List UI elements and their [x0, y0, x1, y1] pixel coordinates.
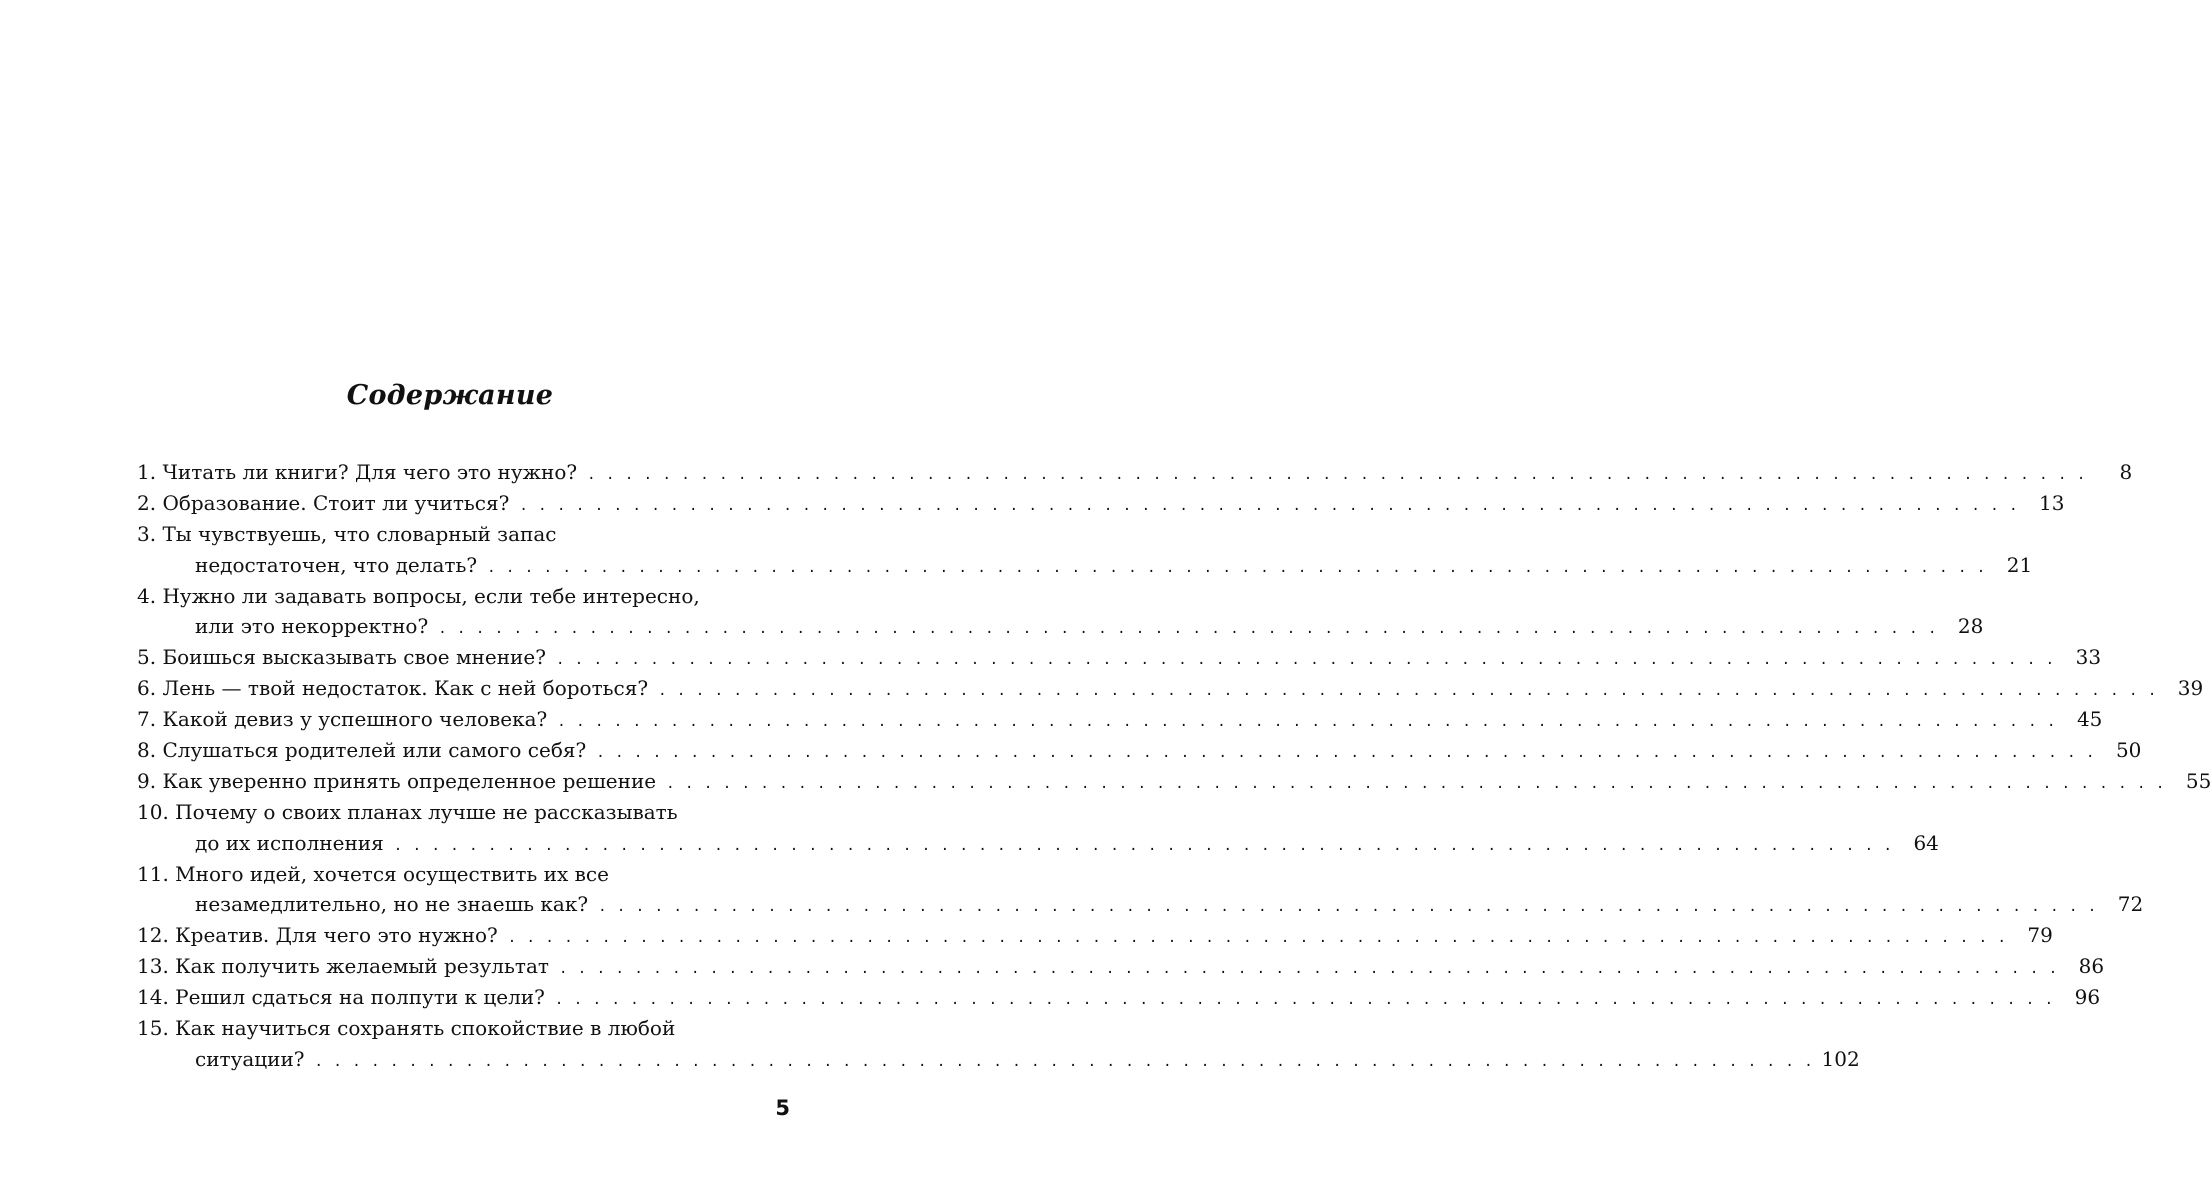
- dot-leader: . . . . . . . . . . . . . . . . . . . . . . . . . . . . . . . . . . . . . . . . . . . . . . . . . . . . . . . . . . . . . . . . . . . . . . . . . . . . . . . .: [596, 745, 2096, 762]
- toc-line: [137, 982, 2101, 1013]
- toc-page-number: 55: [2185, 768, 2211, 793]
- toc-page-number: 8: [2119, 460, 2133, 484]
- toc-entry-title: 9. Как уверенно принять определенное решение: [137, 768, 657, 793]
- toc-entry: [137, 951, 2105, 982]
- dot-leader: . . . . . . . . . . . . . . . . . . . . . . . . . . . . . . . . . . . . . . . . . . . . . . . . . . . . . . . . . . . . . . . . . . . . . . . . . . . . . . . .: [314, 1053, 1814, 1070]
- toc-line: [137, 1044, 1860, 1075]
- toc-line: [137, 797, 788, 828]
- toc-entry: [137, 735, 2142, 766]
- dot-leader: . . . . . . . . . . . . . . . . . . . . . . . . . . . . . . . . . . . . . . . . . . . . . . . . . . . . . . . . . . . . . . . . . . . . . . . . . . . . . . . .: [598, 899, 2098, 916]
- dot-leader: . . . . . . . . . . . . . . . . . . . . . . . . . . . . . . . . . . . . . . . . . . . . . . . . . . . . . . . . . . . . . . . . . . . . . . . . . . . . . . . .: [507, 930, 2007, 947]
- toc-page-number: 45: [2076, 707, 2103, 732]
- toc-line: [137, 704, 2103, 735]
- toc-page-number: 21: [2006, 552, 2033, 577]
- dot-leader: . . . . . . . . . . . . . . . . . . . . . . . . . . . . . . . . . . . . . . . . . . . . . . . . . . . . . . . . . . . . . . . . . . . . . . . . . . . . . . . .: [658, 683, 2158, 700]
- toc-entry: [137, 488, 2065, 519]
- table-of-contents: [137, 457, 2211, 1075]
- toc-entry: [137, 457, 2133, 488]
- toc-entry: [137, 704, 2103, 735]
- toc-entry-title: или это некорректно?: [195, 614, 429, 639]
- toc-entry: [137, 581, 1984, 643]
- toc-line: [137, 457, 2133, 488]
- toc-entry: [137, 642, 2102, 673]
- toc-entry-title: 1. Читать ли книги? Для чего это нужно?: [137, 460, 578, 484]
- toc-line: [137, 488, 2065, 519]
- toc-page-number: 72: [2117, 892, 2144, 917]
- toc-line: [137, 828, 1939, 859]
- dot-leader: . . . . . . . . . . . . . . . . . . . . . . . . . . . . . . . . . . . . . . . . . . . . . . . . . . . . . . . . . . . . . . . . . . . . . . . . . . . . . . . .: [438, 621, 1938, 638]
- toc-entry: [137, 859, 2144, 921]
- page-number: 5: [775, 1096, 790, 1120]
- toc-line: [137, 920, 2053, 951]
- toc-page-number: 28: [1957, 614, 1984, 639]
- toc-line: [137, 766, 2211, 797]
- dot-leader: . . . . . . . . . . . . . . . . . . . . . . . . . . . . . . . . . . . . . . . . . . . . . . . . . . . . . . . . . . . . . . . . . . . . . . . . . . . . . . . .: [555, 652, 2056, 669]
- toc-page-number: 33: [2075, 645, 2102, 670]
- dot-leader: . . . . . . . . . . . . . . . . . . . . . . . . . . . . . . . . . . . . . . . . . . . . . . . . . . . . . . . . . . . . . . . . . . . . . . . . . . . . . . . .: [666, 775, 2166, 792]
- dot-leader: . . . . . . . . . . . . . . . . . . . . . . . . . . . . . . . . . . . . . . . . . . . . . . . . . . . . . . . . . . . . . . . . . . . . . . . . . . . . . . . .: [554, 992, 2055, 1009]
- toc-entry-title: 14. Решил сдаться на полпути к цели?: [137, 985, 545, 1010]
- toc-entry: [137, 766, 2211, 797]
- page-title: Содержание: [346, 380, 554, 411]
- toc-page-number: 50: [2115, 738, 2142, 763]
- toc-page-number: 13: [2039, 490, 2065, 515]
- toc-page-number: 86: [2078, 954, 2105, 979]
- toc-line: [137, 611, 1984, 642]
- dot-leader: . . . . . . . . . . . . . . . . . . . . . . . . . . . . . . . . . . . . . . . . . . . . . . . . . . . . . . . . . . . . . . . . . . . . . . . . . . . . . . . .: [487, 559, 1987, 576]
- toc-entry: [137, 797, 1939, 859]
- toc-line: [137, 581, 788, 612]
- toc-entry-title: 11. Много идей, хочется осуществить их все: [137, 861, 609, 886]
- toc-entry-title: 8. Слушаться родителей или самого себя?: [137, 738, 587, 763]
- toc-entry: [137, 920, 2053, 951]
- toc-line: [137, 550, 2033, 581]
- toc-entry-title: до их исполнения: [195, 830, 384, 855]
- toc-entry-title: незамедлительно, но не знаешь как?: [195, 892, 589, 917]
- dot-leader: . . . . . . . . . . . . . . . . . . . . . . . . . . . . . . . . . . . . . . . . . . . . . . . . . . . . . . . . . . . . . . . . . . . . . . . . . . . . . . . .: [393, 837, 1893, 854]
- toc-entry-title: недостаточен, что делать?: [195, 552, 478, 577]
- toc-line: [137, 519, 788, 550]
- toc-line: [137, 1013, 788, 1044]
- toc-line: [137, 889, 2144, 920]
- toc-line: [137, 859, 788, 890]
- toc-entry-title: 2. Образование. Стоит ли учиться?: [137, 490, 510, 515]
- toc-entry-title: 5. Боишься высказывать свое мнение?: [137, 645, 546, 670]
- toc-entry-title: 3. Ты чувствуешь, что словарный запас: [137, 521, 557, 546]
- toc-entry-title: 7. Какой девиз у успешного человека?: [137, 707, 548, 732]
- toc-entry-title: 13. Как получить желаемый результат: [137, 954, 549, 979]
- toc-entry-title: 6. Лень — твой недостаток. Как с ней бороться?: [137, 676, 649, 701]
- dot-leader: . . . . . . . . . . . . . . . . . . . . . . . . . . . . . . . . . . . . . . . . . . . . . . . . . . . . . . . . . . . . . . . . . . . . . . . . . . . . . . . .: [558, 961, 2059, 978]
- toc-page-number: 96: [2074, 985, 2101, 1010]
- toc-entry-title: 10. Почему о своих планах лучше не рассказывать: [137, 799, 678, 824]
- toc-entry-title: 4. Нужно ли задавать вопросы, если тебе интересно,: [137, 583, 700, 608]
- toc-line: [137, 673, 2204, 704]
- toc-entry: [137, 673, 2204, 704]
- toc-entry: [137, 519, 2033, 581]
- toc-entry-title: 15. Как научиться сохранять спокойствие в любой: [137, 1016, 676, 1041]
- dot-leader: . . . . . . . . . . . . . . . . . . . . . . . . . . . . . . . . . . . . . . . . . . . . . . . . . . . . . . . . . . . . . . . . . . . . . . . . . . . . . . . .: [587, 467, 2087, 483]
- dot-leader: . . . . . . . . . . . . . . . . . . . . . . . . . . . . . . . . . . . . . . . . . . . . . . . . . . . . . . . . . . . . . . . . . . . . . . . . . . . . . . . .: [557, 714, 2057, 731]
- toc-line: [137, 951, 2105, 982]
- toc-entry-title: 12. Креатив. Для чего это нужно?: [137, 923, 498, 948]
- toc-line: [137, 642, 2102, 673]
- toc-page-number: 64: [1913, 830, 1939, 855]
- toc-entry: [137, 1013, 1860, 1075]
- dot-leader: . . . . . . . . . . . . . . . . . . . . . . . . . . . . . . . . . . . . . . . . . . . . . . . . . . . . . . . . . . . . . . . . . . . . . . . . . . . . . . . .: [519, 497, 2019, 514]
- toc-page-number: 39: [2177, 676, 2204, 701]
- toc-line: [137, 735, 2142, 766]
- toc-entry-title: ситуации?: [195, 1046, 305, 1071]
- toc-page-number: 79: [2027, 923, 2053, 948]
- toc-entry: [137, 982, 2101, 1013]
- toc-page-number: 102: [1821, 1046, 1860, 1071]
